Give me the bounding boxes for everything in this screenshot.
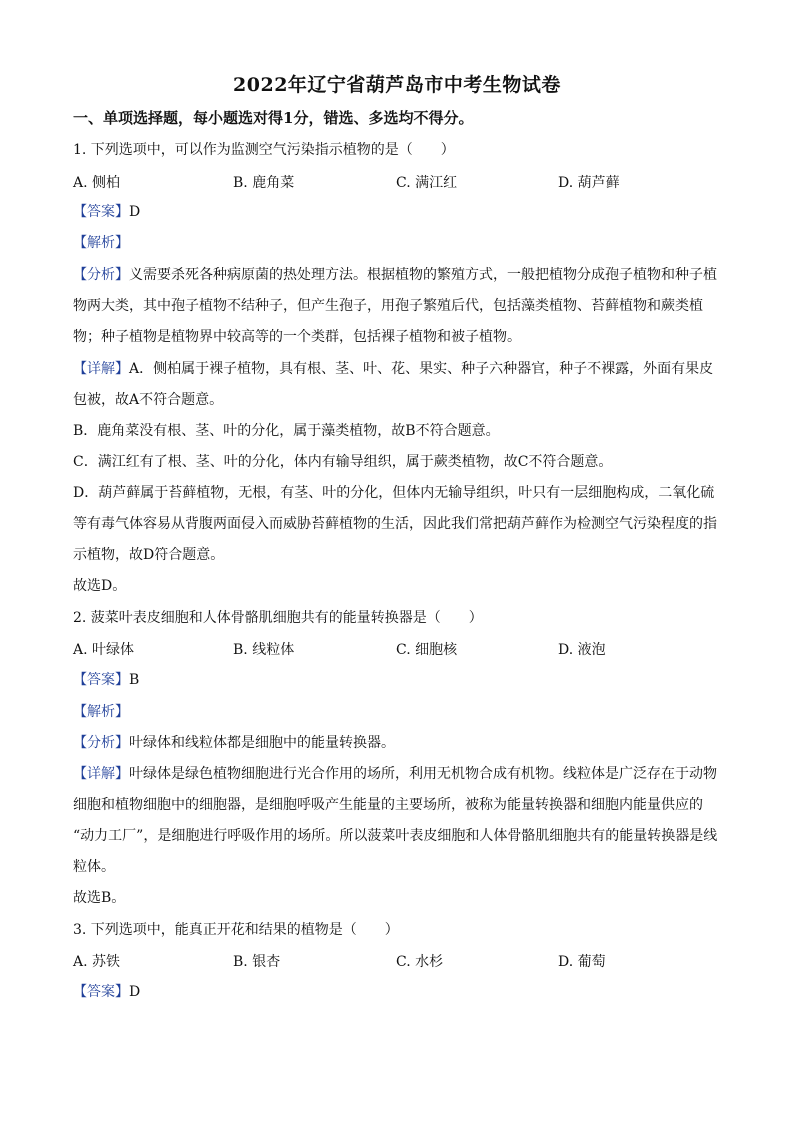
question-1-option-d: D. 葫芦藓 (558, 175, 620, 191)
question-1-xiangjie-line: 示植物，故D符合题意。 (73, 547, 225, 563)
question-3-option-c: C. 水杉 (396, 954, 444, 970)
answer-value: B (129, 672, 140, 688)
question-2-option-c: C. 细胞核 (396, 642, 458, 658)
question-2-fenxi-line (73, 733, 723, 753)
question-2-option-b: B. 线粒体 (233, 642, 295, 658)
question-2-conclusion: 故选B。 (73, 890, 126, 906)
question-2-stem: 2. 菠菜叶表皮细胞和人体骨骼肌细胞共有的能量转换器是（ ） (73, 610, 483, 626)
xiangjie-tag: 【详解】 (73, 766, 129, 782)
page-title: 2022年辽宁省葫芦岛市中考生物试卷 (233, 74, 561, 96)
section-heading: 一、单项选择题，每小题选对得1分，错选、多选均不得分。 (73, 109, 474, 127)
analysis-tag: 【解析】 (73, 704, 129, 720)
question-1-fenxi-line: 物两大类，其中孢子植物不结种子，但产生孢子，用孢子繁殖后代，包括藻类植物、苔藓植物和蕨类植 (73, 298, 703, 314)
fenxi-tag: 【分析】 (73, 735, 129, 751)
question-3-option-a: A. 苏铁 (73, 954, 121, 970)
xiangjie-tag: 【详解】 (73, 361, 129, 377)
answer-value: D (129, 204, 141, 220)
question-3-option-d: D. 葡萄 (558, 954, 606, 970)
question-1-fenxi-line: 物；种子植物是植物界中较高等的一个类群，包括裸子植物和被子植物。 (73, 329, 521, 345)
question-1-xiangjie-line: B．鹿角菜没有根、茎、叶的分化，属于藻类植物，故B不符合题意。 (73, 423, 500, 439)
question-2-option-a: A. 叶绿体 (73, 642, 135, 658)
question-2-option-d: D. 液泡 (558, 642, 606, 658)
question-3-answer (73, 982, 723, 1002)
question-3-stem: 3. 下列选项中，能真正开花和结果的植物是（ ） (73, 922, 399, 938)
question-1-answer (73, 202, 723, 222)
xiangjie-text: A．侧柏属于裸子植物，具有根、茎、叶、花、果实、种子六种器官，种子不裸露，外面有果皮 (129, 361, 714, 377)
answer-tag: 【答案】 (73, 204, 129, 220)
question-1-option-a: A. 侧柏 (73, 175, 121, 191)
question-1-xiangjie-line: 包被，故A不符合题意。 (73, 392, 224, 408)
question-1-xiangjie-line: D．葫芦藓属于苔藓植物，无根，有茎、叶的分化，但体内无输导组织，叶只有一层细胞构成，二氧化硫 (73, 485, 715, 501)
question-2-xiangjie-line (73, 764, 723, 784)
question-2-analysis-tag (73, 702, 723, 722)
xiangjie-text: 叶绿体是绿色植物细胞进行光合作用的场所，利用无机物合成有机物。线粒体是广泛存在于动物 (129, 766, 717, 782)
question-1-xiangjie-line (73, 359, 723, 379)
question-2-xiangjie-line: “动力工厂”，是细胞进行呼吸作用的场所。所以菠菜叶表皮细胞和人体骨骼肌细胞共有的能量转换器是线 (73, 828, 718, 844)
fenxi-text: 义需要杀死各种病原菌的热处理方法。根据植物的繁殖方式，一般把植物分成孢子植物和种子植 (129, 267, 717, 283)
question-1-analysis-tag (73, 233, 723, 253)
question-1-xiangjie-line: 等有毒气体容易从背腹两面侵入而威胁苔藓植物的生活，因此我们常把葫芦藓作为检测空气污染程度的指 (73, 516, 717, 532)
answer-tag: 【答案】 (73, 984, 129, 1000)
analysis-tag: 【解析】 (73, 235, 129, 251)
question-1-xiangjie-line: C．满江红有了根、茎、叶的分化，体内有输导组织，属于蕨类植物，故C不符合题意。 (73, 454, 613, 470)
fenxi-text: 叶绿体和线粒体都是细胞中的能量转换器。 (129, 735, 395, 751)
question-1-option-b: B. 鹿角菜 (233, 175, 295, 191)
question-1-conclusion: 故选D。 (73, 578, 127, 594)
question-1-option-c: C. 满江红 (396, 175, 458, 191)
question-2-answer (73, 670, 723, 690)
answer-tag: 【答案】 (73, 672, 129, 688)
question-1-fenxi-line (73, 265, 723, 285)
question-1-stem: 1. 下列选项中，可以作为监测空气污染指示植物的是（ ） (73, 142, 455, 158)
answer-value: D (129, 984, 141, 1000)
question-2-xiangjie-line: 粒体。 (73, 859, 115, 875)
question-2-xiangjie-line: 细胞和植物细胞中的细胞器，是细胞呼吸产生能量的主要场所，被称为能量转换器和细胞内能量供应的 (73, 797, 703, 813)
fenxi-tag: 【分析】 (73, 267, 129, 283)
question-3-option-b: B. 银杏 (233, 954, 281, 970)
